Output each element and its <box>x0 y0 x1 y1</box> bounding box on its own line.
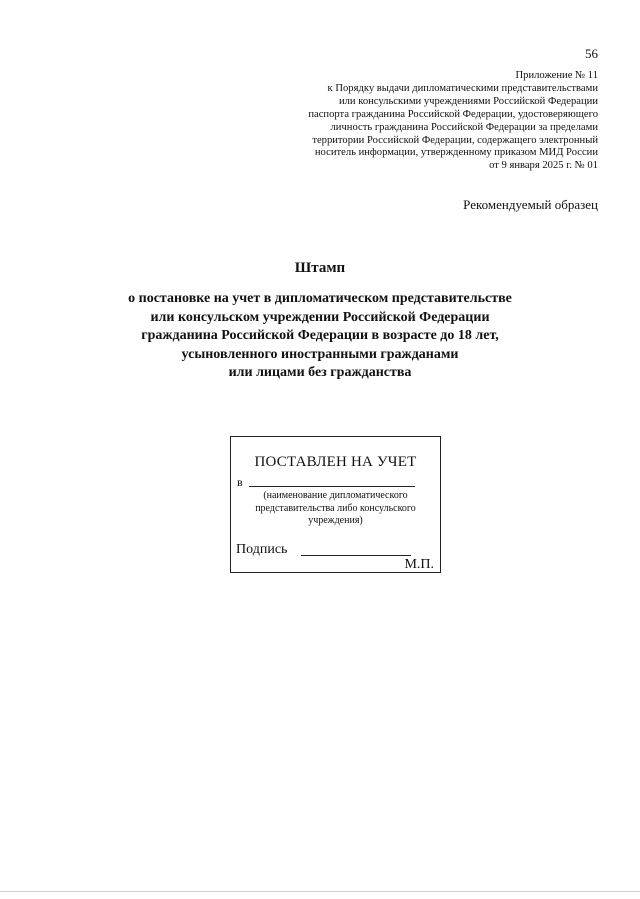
caption-line: представительства либо консульского <box>255 502 416 514</box>
subtitle-line: или лицами без гражданства <box>228 365 412 380</box>
subtitle-line: о постановке на учет в дипломатическом представительстве <box>128 291 512 306</box>
appendix-line: носитель информации, утвержденному приказом МИД России <box>314 147 598 159</box>
mission-name-line <box>249 486 415 487</box>
stamp-in-label: в <box>237 475 243 489</box>
appendix-line: Приложение № 11 <box>515 70 598 81</box>
subtitle-line: гражданина Российской Федерации в возрасте до 18 лет, <box>141 328 499 343</box>
appendix-line: паспорта гражданина Российской Федерации, удостоверяющего <box>308 108 598 120</box>
page-number: 56 <box>585 46 598 61</box>
recommended-sample-label: Рекомендуемый образец <box>463 197 598 212</box>
caption-line: (наименование дипломатического <box>263 490 408 501</box>
signature-line <box>301 555 411 556</box>
mission-name-caption <box>231 490 440 528</box>
caption-line: учреждения) <box>308 515 363 526</box>
appendix-line: или консульскими учреждениями Российской Федерации <box>338 95 598 107</box>
subtitle-line: усыновленного иностранными гражданами <box>181 346 459 362</box>
appendix-line: личность гражданина Российской Федерации за пределами <box>330 121 598 133</box>
seal-label: М.П. <box>404 557 434 572</box>
scan-bottom-edge <box>0 891 640 892</box>
appendix-line: к Порядку выдачи дипломатическими представительствами <box>327 82 598 94</box>
appendix-line: от 9 января 2025 г. № 01 <box>489 160 598 172</box>
subtitle-line: или консульском учреждении Российской Федерации <box>150 309 490 325</box>
document-title: Штамп <box>294 260 346 276</box>
stamp-title: ПОСТАВЛЕН НА УЧЕТ <box>254 454 417 470</box>
appendix-reference <box>258 70 598 173</box>
stamp-sample-box <box>230 436 441 573</box>
signature-label: Подпись <box>236 542 288 557</box>
appendix-line: территории Российской Федерации, содержащего электронный <box>312 134 598 146</box>
document-subtitle <box>0 290 640 383</box>
